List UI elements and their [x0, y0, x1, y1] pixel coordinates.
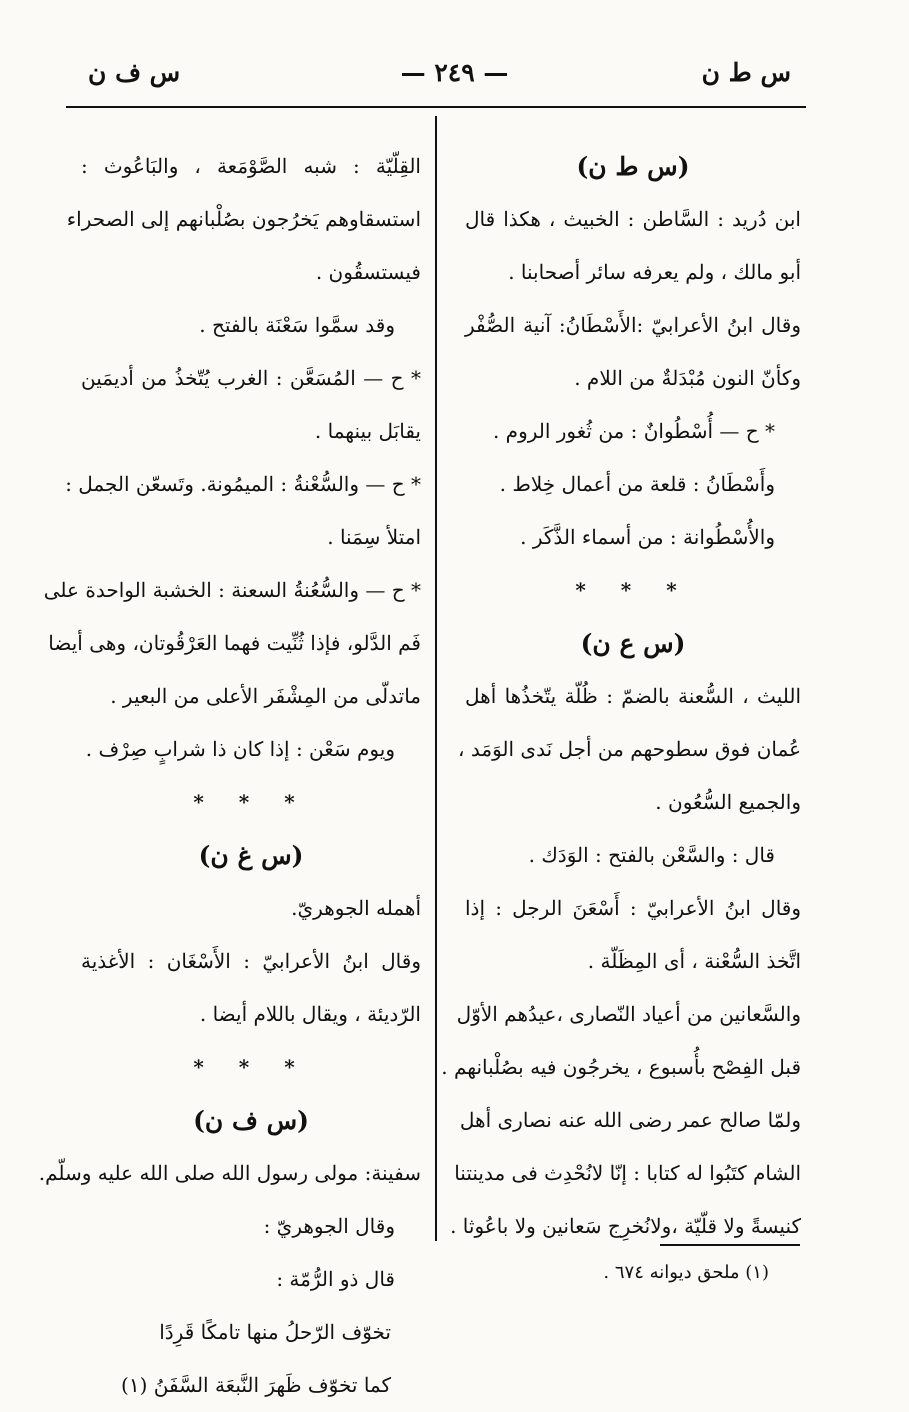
- text-line: أبو مالك ، ولم يعرفه سائر أصحابنا .: [508, 260, 801, 284]
- text-line: قال ذو الرُّمّة :: [276, 1267, 395, 1291]
- text-line: فيستسقُون .: [315, 260, 421, 284]
- text-line: عُمان فوق سطوحهم من أجل نَدى الوَمَد ،: [458, 737, 801, 761]
- text-line: استسقاوهم يَخرُجون بصُلْبانهم إلى الصحراء: [66, 207, 421, 231]
- entry-heading: (س ط ن): [576, 152, 690, 181]
- right-column: [441, 140, 801, 1253]
- text-line: الرّديئة ، ويقال باللام أيضا .: [199, 1002, 421, 1026]
- running-head-left: س ف ن: [88, 58, 181, 87]
- page-number: — ٢٤٩ —: [400, 58, 509, 87]
- text-line: القِلّيّة : شبه الصَّوْمَعة ، والبَاعُوث :: [81, 154, 421, 178]
- text-line: والسَّعانين من أعياد النّصارى ،عيدُهم الأوّل: [456, 1002, 801, 1026]
- footnote: (١) ملحق ديوانه ٦٧٤ .: [603, 1262, 769, 1283]
- text-line: * ح — والسُّعْنةُ : الميمُونة. وتَسعّن الجمل :: [65, 472, 421, 496]
- left-column: [38, 140, 421, 1412]
- text-line: وقال ابنُ الأعرابيّ : أَسْعَنَ الرجل : إذا: [465, 896, 801, 920]
- section-separator: * * *: [193, 790, 309, 814]
- text-line: والأُسْطُوانة : من أسماء الذَّكَر .: [520, 525, 775, 549]
- text-line: قال : والسَّعْن بالفتح : الوَدَك .: [528, 843, 775, 867]
- running-head-right: س ط ن: [701, 58, 791, 87]
- text-line: قبل الفِصْح بأُسبوع ، يخرجُون فيه بصُلْبانهم .: [441, 1055, 801, 1079]
- text-line: وكأنّ النون مُبْدَلةٌ من اللام .: [574, 366, 801, 390]
- text-line: الشام كتَبُوا له كتابا : إنّا لانُحْدِث فى مدينتنا: [454, 1161, 801, 1185]
- text-line: ويوم سَعْن : إذا كان ذا شرابٍ صِرْف .: [85, 737, 395, 761]
- text-line: وأَسْطَانُ : قلعة من أعمال خِلاط .: [499, 472, 775, 496]
- text-line: اتَّخذ السُّعْنة ، أى المِظَلّة .: [587, 949, 801, 973]
- text-line: يقابَل بينهما .: [314, 419, 421, 443]
- header-rule: [66, 106, 806, 108]
- text-line: * ح — المُسَعَّن : الغرب يُتّخذُ من أديمَين: [81, 366, 421, 390]
- text-line: فَم الدَّلو، فإذا ثُنِّيت فهما العَرْقُوتان، وهى أيضا: [48, 631, 421, 655]
- entry-heading: (س ف ن): [193, 1106, 309, 1135]
- text-line: * ح — والسُّعُنةُ السعنة : الخشبة الواحدة على: [43, 578, 421, 602]
- text-line: الليث ، السُّعنة بالضمّ : ظُلّة يتّخذُها أهل: [465, 684, 801, 708]
- text-line: وقال الجوهريّ :: [263, 1214, 395, 1238]
- footnote-rule: [660, 1244, 800, 1246]
- text-line: وقال ابنُ الأعرابيّ : الأَسْغَان : الأغذية: [81, 949, 421, 973]
- column-divider: [435, 116, 437, 1241]
- text-line: امتلأ سِمَنا .: [327, 525, 421, 549]
- section-separator: * * *: [193, 1055, 309, 1079]
- text-line: سفينة: مولى رسول الله صلى الله عليه وسلّم.: [38, 1161, 421, 1185]
- text-line: * ح — أُسْطُوانٌ : من ثُغور الروم .: [492, 419, 775, 443]
- verse-line: كما تخوّف ظَهرَ النَّبعَة السَّفَنُ (١): [121, 1373, 391, 1397]
- entry-heading: (س ع ن): [580, 629, 686, 658]
- entry-heading: (س غ ن): [198, 841, 304, 870]
- text-line: ولمّا صالح عمر رضى الله عنه نصارى أهل: [459, 1108, 801, 1132]
- text-line: والجميع السُّعُون .: [655, 790, 801, 814]
- section-separator: * * *: [575, 578, 691, 602]
- verse-line: تخوّف الرّحلُ منها تامكًا قَرِدًا: [159, 1320, 391, 1344]
- text-line: وقد سمَّوا سَعْنَة بالفتح .: [199, 313, 395, 337]
- text-line: وقال ابنُ الأعرابيّ :الأَسْطَانُ: آنية الصُّفْر: [465, 313, 801, 337]
- text-line: ماتدلّى من المِشْفَر الأعلى من البعير .: [110, 684, 421, 708]
- text-line: أهمله الجوهريّ.: [291, 896, 421, 920]
- text-line: كنيسةً ولا قلّيّة ،ولانُخرِج سَعانين ولا باعُوثا .: [450, 1214, 801, 1238]
- text-line: ابن دُريد : السَّاطن : الخبيث ، هكذا قال: [465, 207, 801, 231]
